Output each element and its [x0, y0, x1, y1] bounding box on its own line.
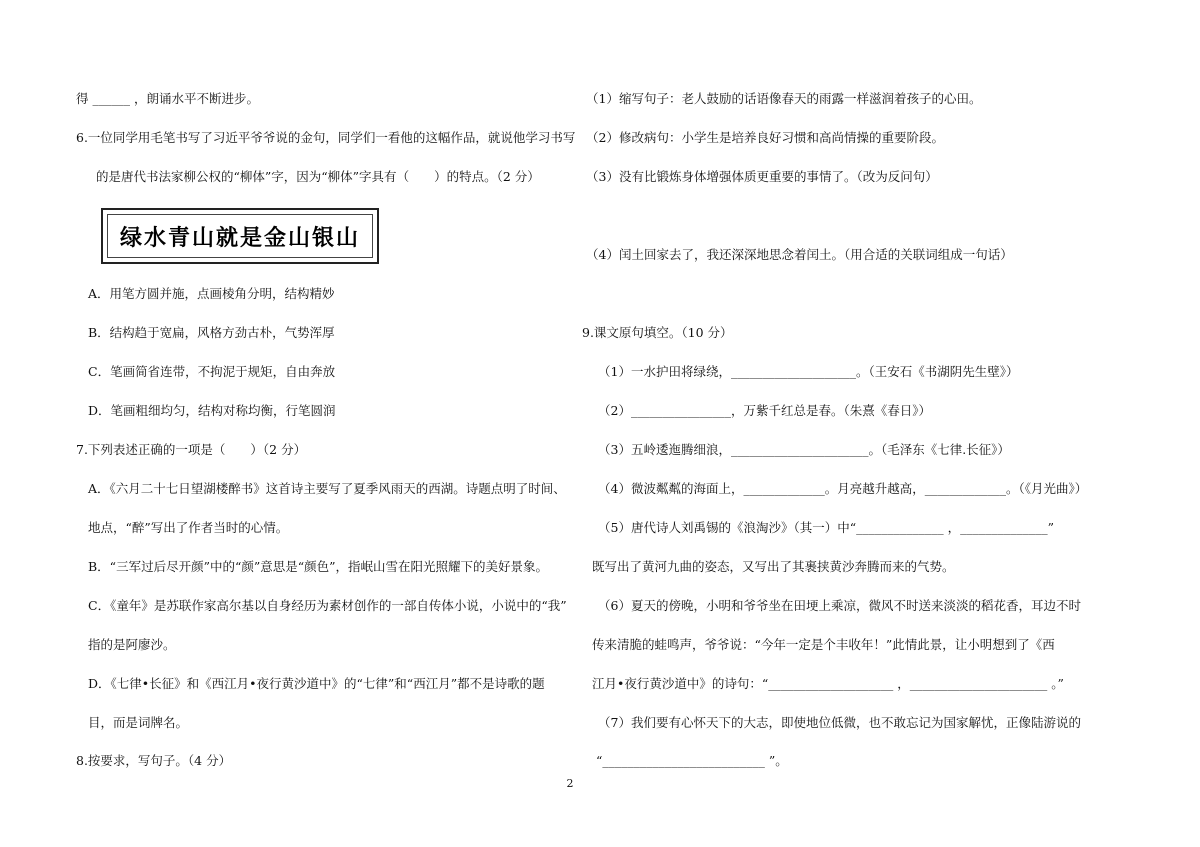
question-6-stem-line-1: 6.一位同学用毛笔书写了习近平爷爷说的金句，同学们一看他的这幅作品，就说他学习书写 — [76, 130, 576, 145]
question-6-option-c: C．笔画简省连带，不拘泥于规矩，自由奔放 — [88, 364, 336, 379]
question-8-item-4: （4）闰土回家去了，我还深深地思念着闰土。（用合适的关联词组成一句话） — [586, 247, 1013, 262]
question-9-item-6-line-3: 江月•夜行黄沙道中》的诗句：“____________________ ，______________________ 。” — [592, 676, 1064, 691]
question-9-item-6-line-1: （6）夏天的傍晚，小明和爷爷坐在田埂上乘凉，微风不时送来淡淡的稻花香，耳边不时 — [598, 598, 1081, 613]
question-8-stem: 8.按要求，写句子。（4 分） — [76, 753, 232, 768]
question-7-option-c-line-2: 指的是阿廖沙。 — [88, 637, 176, 652]
question-8-item-1: （1）缩写句子：老人鼓励的话语像春天的雨露一样滋润着孩子的心田。 — [586, 91, 982, 106]
question-7-stem: 7.下列表述正确的一项是（ ）（2 分） — [76, 442, 307, 457]
question-8-item-2: （2）修改病句：小学生是培养良好习惯和高尚情操的重要阶段。 — [586, 130, 944, 145]
question-9-item-6-line-2: 传来清脆的蛙鸣声，爷爷说：“今年一定是个丰收年！”此情此景，让小明想到了《西 — [592, 637, 1055, 652]
calligraphy-inner-frame — [107, 214, 373, 258]
question-8-item-3: （3）没有比锻炼身体增强体质更重要的事情了。（改为反问句） — [586, 169, 938, 184]
question-7-option-b: B．“三军过后尽开颜”中的“颜”意思是“颜色”，指岷山雪在阳光照耀下的美好景象。 — [88, 559, 549, 574]
question-9-item-5-line-2: 既写出了黄河九曲的姿态，又写出了其裹挟黄沙奔腾而来的气势。 — [592, 559, 955, 574]
calligraphy-text: 绿水青山就是金山银山 — [119, 225, 360, 251]
question-9-item-1: （1）一水护田将绿绕，____________________。（王安石《书湖阴先生壁》） — [598, 364, 1019, 379]
question-9-item-7-line-1: （7）我们要有心怀天下的大志，即使地位低微，也不敢忘记为国家解忧，正像陆游说的 — [598, 715, 1081, 730]
fill-blank-line: 得 ______ ，朗诵水平不断进步。 — [76, 91, 259, 106]
question-9-item-5-line-1: （5）唐代诗人刘禹锡的《浪淘沙》（其一）中“______________ ，______________” — [598, 520, 1054, 535]
question-7-option-a-line-1: A．《六月二十七日望湖楼醉书》这首诗主要写了夏季风雨天的西湖。诗题点明了时间、 — [88, 481, 566, 496]
question-7-option-c-line-1: C．《童年》是苏联作家高尔基以自身经历为素材创作的一部自传体小说，小说中的“我” — [88, 598, 567, 613]
question-9-item-2: （2）________________，万紫千红总是春。（朱熹《春日》） — [598, 403, 931, 418]
question-7-option-a-line-2: 地点，“醉”写出了作者当时的心情。 — [88, 520, 289, 535]
question-7-option-d-line-1: D．《七律•长征》和《西江月•夜行黄沙道中》的“七律”和“西江月”都不是诗歌的题 — [88, 676, 545, 691]
question-6-stem-line-2: 的是唐代书法家柳公权的“柳体”字，因为“柳体”字具有（ ）的特点。（2 分） — [96, 169, 540, 184]
page-number: 2 — [566, 777, 574, 790]
question-9-item-4: （4）微波粼粼的海面上，_____________。月亮越升越高，_____________。（《月光曲》） — [598, 481, 1088, 496]
question-6-option-b: B．结构趋于宽扁，风格方劲古朴，气势浑厚 — [88, 325, 335, 340]
question-9-item-7-line-2: “__________________________ ”。 — [596, 753, 788, 768]
question-9-item-3: （3）五岭逶迤腾细浪，______________________。（毛泽东《七律.长征》） — [598, 442, 1010, 457]
question-6-option-d: D．笔画粗细均匀，结构对称均衡，行笔圆润 — [88, 403, 336, 418]
question-6-option-a: A．用笔方圆并施，点画棱角分明，结构精妙 — [88, 286, 335, 301]
question-7-option-d-line-2: 目，而是词牌名。 — [88, 715, 189, 730]
question-9-stem: 9.课文原句填空。（10 分） — [582, 325, 733, 340]
calligraphy-artwork — [101, 208, 379, 264]
